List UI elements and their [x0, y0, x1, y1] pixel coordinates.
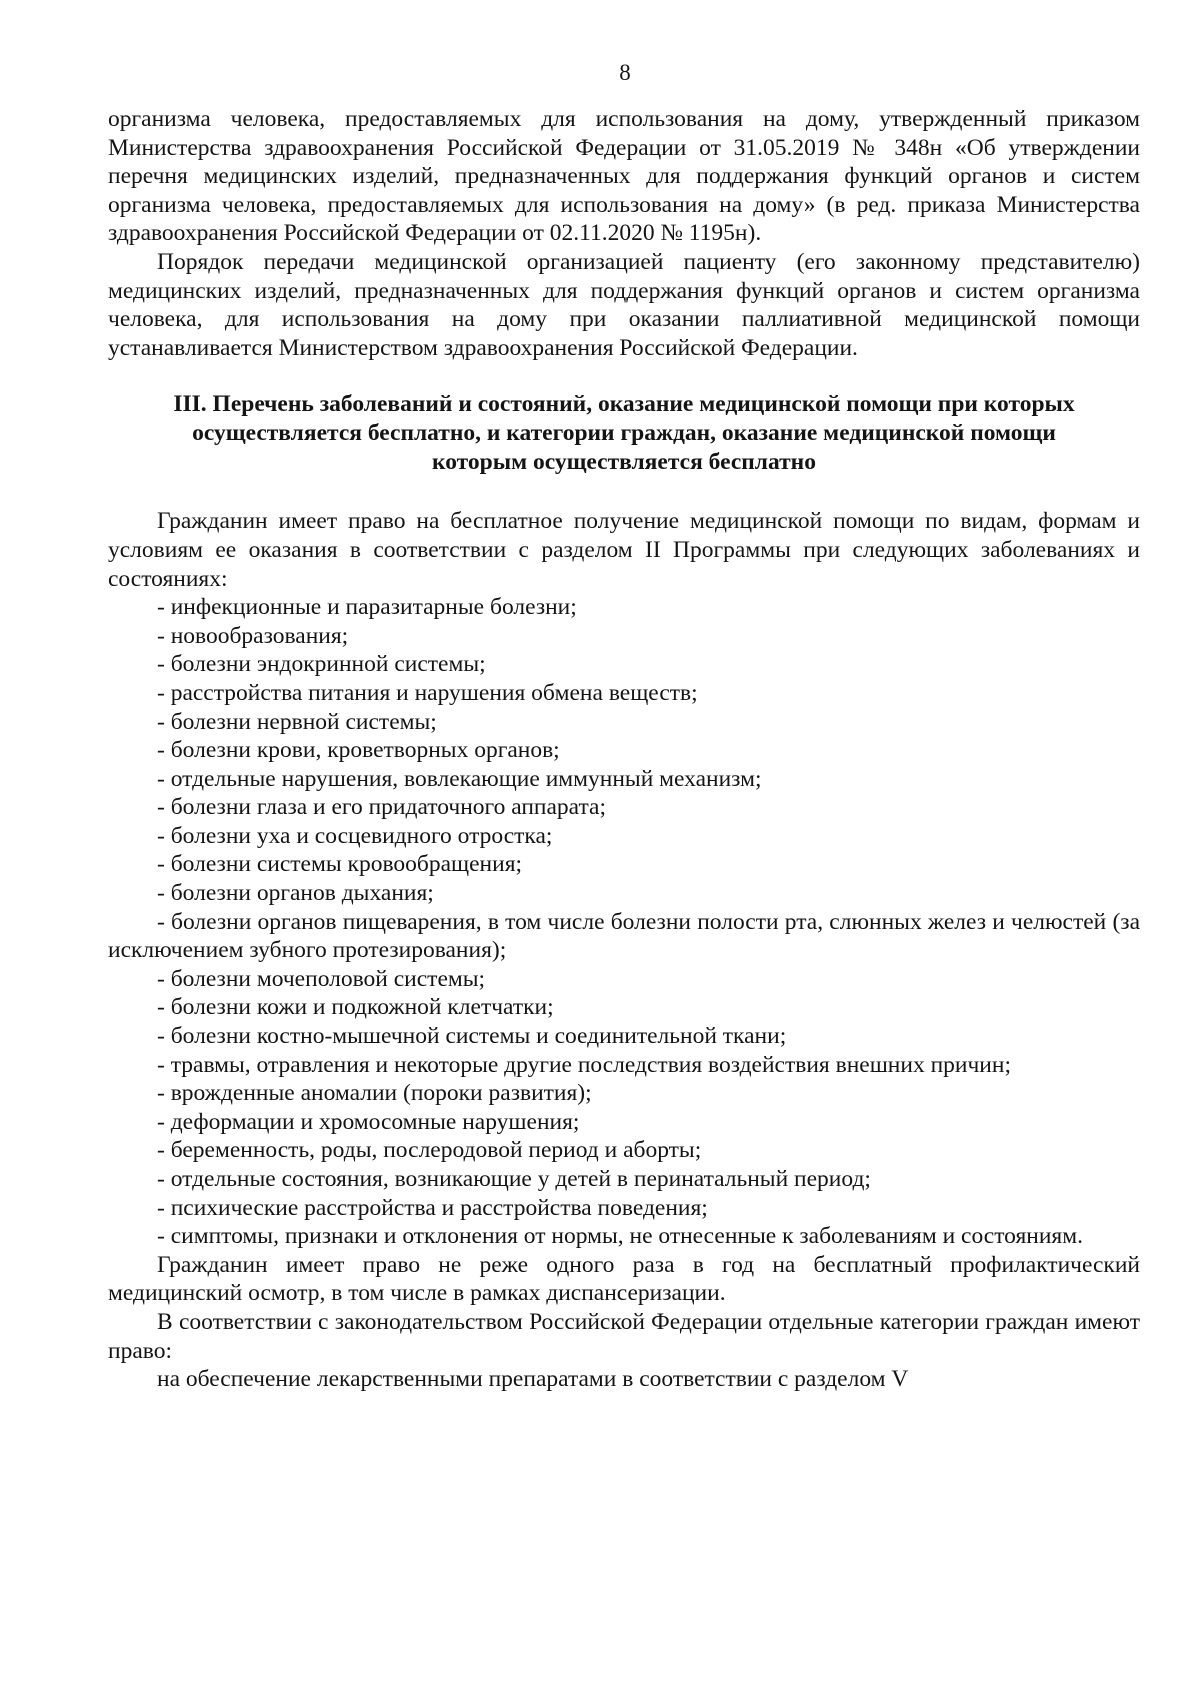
list-item: - беременность, роды, послеродовой период и аборты; [157, 1137, 702, 1164]
paragraph-intro: Гражданин имеет право на бесплатное получение медицинской помощи по видам, формам и условиям ее оказания в соответствии с разделом II Программы при следующих заболеваниях и состояниях: [108, 508, 1140, 592]
list-item: - болезни эндокринной системы; [157, 651, 486, 678]
list-item: - деформации и хромосомные нарушения; [157, 1108, 580, 1135]
section-heading [108, 390, 1140, 477]
list-item: - расстройства питания и нарушения обмена веществ; [157, 679, 698, 706]
document-body [108, 105, 1140, 1394]
list-item: - болезни нервной системы; [157, 708, 437, 735]
paragraph-categories: В соответствии с законодательством Российской Федерации отдельные категории граждан имеют право: [108, 1308, 1140, 1364]
paragraph-transfer-procedure: Порядок передачи медицинской организацией пациенту (его законному представителю) медицинских изделий, предназначенных для поддержания функций органов и систем организма человека, для использования на дому при оказании паллиативной медицинской помощи устанавливается Министерством здравоохранения Российской Федерации. [108, 248, 1140, 361]
list-item: - инфекционные и паразитарные болезни; [157, 594, 577, 621]
paragraph-medicines: на обеспечение лекарственными препаратами в соответствии с разделом V [157, 1366, 909, 1393]
list-item: - болезни уха и сосцевидного отростка; [157, 822, 553, 849]
list-item: - симптомы, признаки и отклонения от нормы, не отнесенные к заболеваниям и состояниям. [157, 1223, 1083, 1250]
section-heading-line: которым осуществляется бесплатно [432, 449, 816, 476]
list-item: - отдельные состояния, возникающие у детей в перинатальный период; [157, 1166, 871, 1192]
list-item: - отдельные нарушения, вовлекающие иммунный механизм; [157, 765, 762, 792]
list-item: - болезни органов пищеварения, в том числе болезни полости рта, слюнных желез и челюстей (за исключением зубного протезирования); [108, 908, 1140, 964]
list-item: - болезни органов дыхания; [157, 880, 434, 907]
list-item: - болезни мочеполовой системы; [157, 965, 486, 992]
list-item: - болезни глаза и его придаточного аппарата; [157, 794, 607, 821]
list-item: - болезни костно-мышечной системы и соединительной ткани; [157, 1023, 787, 1050]
paragraph-preventive-exam: Гражданин имеет право не реже одного раза в год на бесплатный профилактический медицинский осмотр, в том числе в рамках диспансеризации. [108, 1251, 1140, 1307]
section-heading-line: осуществляется бесплатно, и категории граждан, оказание медицинской помощи [192, 420, 1056, 447]
list-item: - врожденные аномалии (пороки развития); [157, 1080, 592, 1107]
paragraph-continued: организма человека, предоставляемых для использования на дому, утвержденный приказом Министерства здравоохранения Российской Федерации от 31.05.2019 № 348н «Об утверждении перечня медицинских изделий, предназначенных для поддержания функций органов и систем организма человека, предоставляемых для использования на дому» (в ред. приказа Министерства здравоохранения Российской Федерации от 02.11.2020 № 1195н). [108, 106, 1140, 247]
disease-list [108, 593, 1140, 1251]
list-item: - болезни крови, кроветворных органов; [157, 737, 560, 764]
list-item: - травмы, отравления и некоторые другие последствия воздействия внешних причин; [157, 1051, 1011, 1078]
section-heading-line: III. Перечень заболеваний и состояний, оказание медицинской помощи при которых [173, 391, 1075, 418]
list-item: - психические расстройства и расстройства поведения; [157, 1194, 708, 1221]
list-item: - болезни кожи и подкожной клетчатки; [157, 994, 554, 1021]
page-number: 8 [619, 60, 631, 85]
list-item: - новообразования; [157, 622, 349, 649]
list-item: - болезни системы кровообращения; [157, 851, 523, 878]
